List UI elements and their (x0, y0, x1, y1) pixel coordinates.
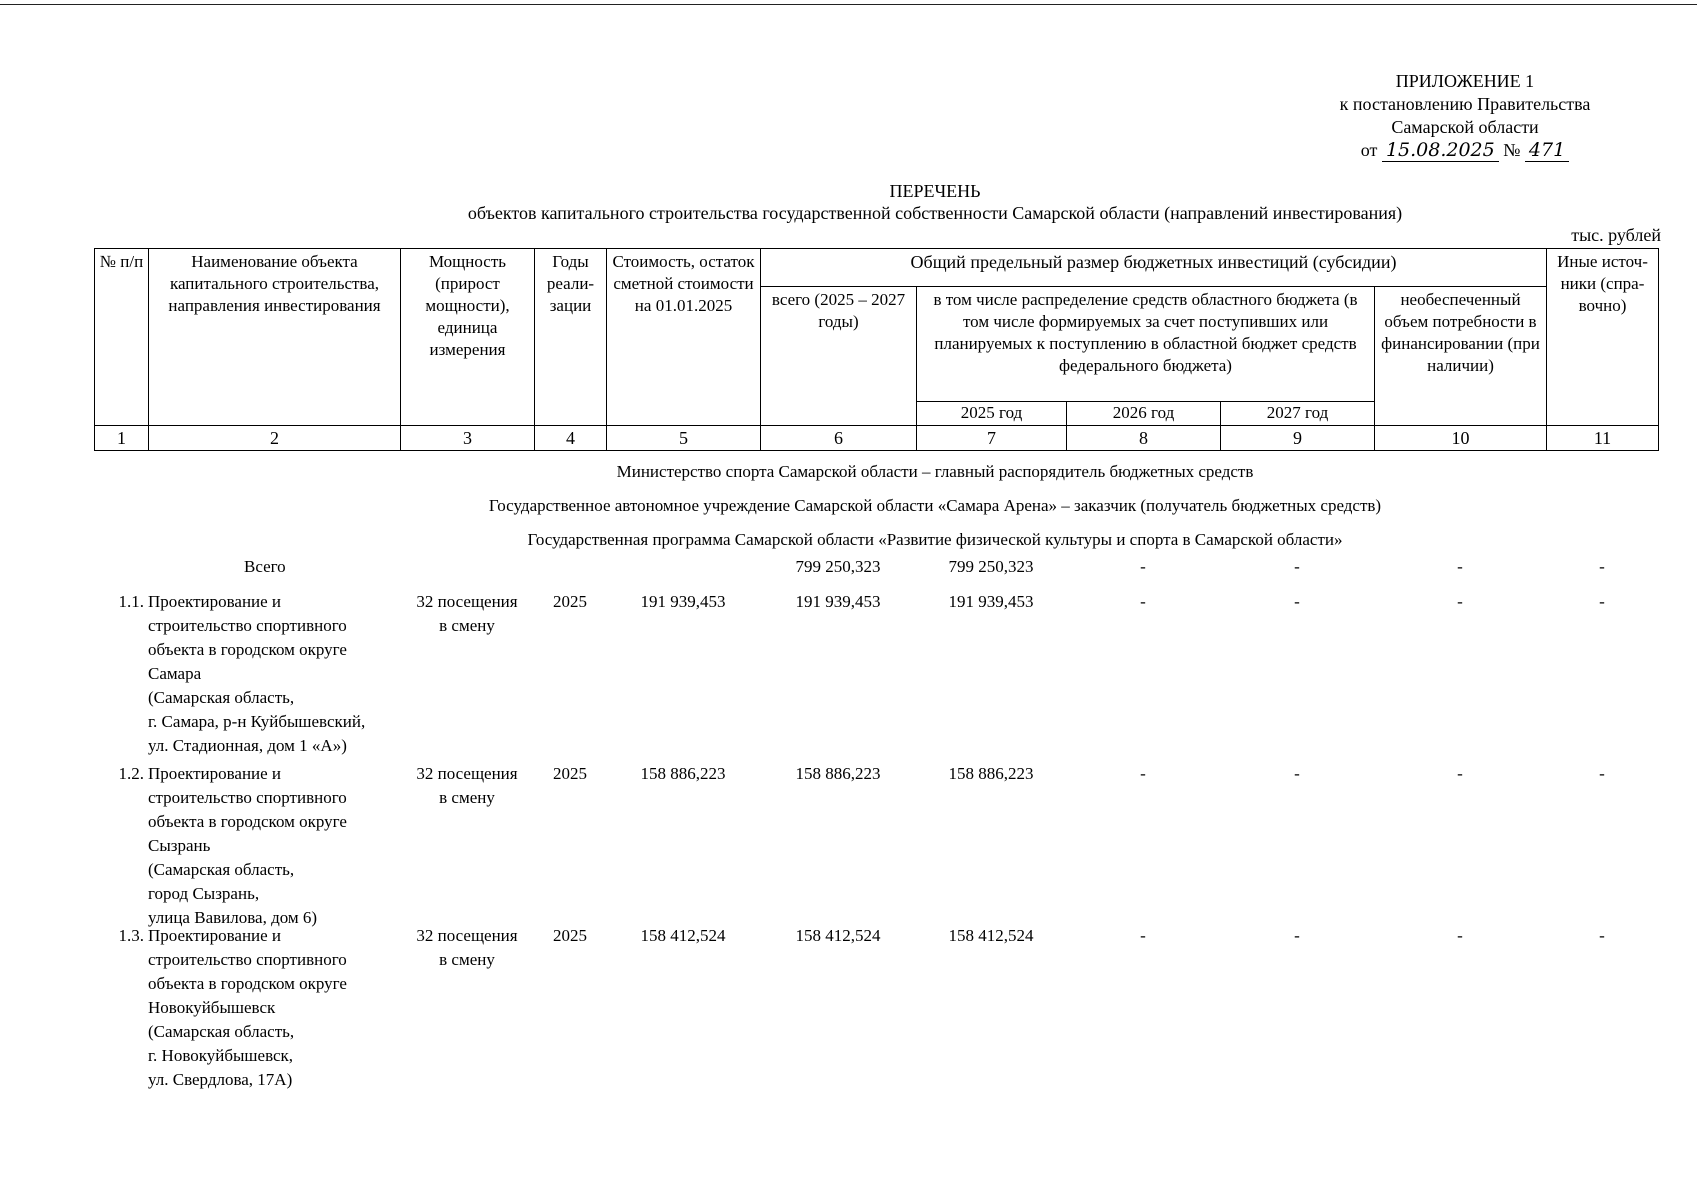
row-name-line: объекта в городском округе (148, 812, 347, 831)
row-name-line: Проектирование и (148, 926, 282, 945)
row-total: 191 939,453 (795, 592, 881, 611)
row-2027: - (1294, 592, 1300, 611)
row-name (148, 762, 408, 930)
row-unfunded: - (1457, 764, 1463, 783)
col-number: 9 (1221, 426, 1375, 451)
row-capacity (400, 590, 534, 638)
appendix-decree: к постановлению Правительства (1339, 94, 1591, 114)
col-number: 11 (1547, 426, 1659, 451)
header-table (94, 248, 1659, 451)
header-total: всего (2025 – 2027 годы) (761, 287, 917, 426)
row-name-line: (Самарская область, (148, 860, 295, 879)
row-name-line: объекта в городском округе (148, 974, 347, 993)
units-label: тыс. рублей (1571, 225, 1661, 245)
row-capacity-line: в смену (439, 950, 495, 969)
row-other: - (1599, 926, 1605, 945)
row-cost: 191 939,453 (640, 592, 726, 611)
total-2026: - (1140, 557, 1146, 576)
number-label: № (1503, 140, 1521, 160)
row-name-line: Новокуйбышевск (148, 998, 276, 1017)
row-years: 2025 (553, 592, 587, 611)
row-name-line: г. Новокуйбышевск, (148, 1046, 294, 1065)
row-other: - (1599, 592, 1605, 611)
decree-number: 471 (1525, 139, 1569, 162)
row-capacity-line: 32 посещения (416, 926, 518, 945)
header-num: № п/п (95, 249, 149, 426)
row-name-line: Сызрань (148, 836, 211, 855)
row-unfunded: - (1457, 592, 1463, 611)
header-other: Иные источ-ники (спра-вочно) (1547, 249, 1659, 426)
row-2026: - (1140, 592, 1146, 611)
row-2025: 158 886,223 (948, 764, 1034, 783)
row-name-line: строительство спортивного (148, 950, 347, 969)
row-capacity (400, 924, 534, 972)
row-name-line: Проектирование и (148, 592, 282, 611)
col-number: 1 (95, 426, 149, 451)
header-year-2026: 2026 год (1067, 402, 1221, 426)
row-capacity (400, 762, 534, 810)
decree-date: 15.08.2025 (1382, 139, 1499, 162)
row-2027: - (1294, 764, 1300, 783)
row-name-line: Проектирование и (148, 764, 282, 783)
row-2027: - (1294, 926, 1300, 945)
col-number: 6 (761, 426, 917, 451)
row-name-line: ул. Свердлова, 17А) (148, 1070, 293, 1089)
col-number: 8 (1067, 426, 1221, 451)
row-total: 158 412,524 (795, 926, 881, 945)
row-capacity-line: в смену (439, 788, 495, 807)
header-year-2025: 2025 год (917, 402, 1067, 426)
appendix-block (1300, 70, 1630, 162)
col-number: 10 (1375, 426, 1547, 451)
row-name-line: объекта в городском округе (148, 640, 347, 659)
section-customer: Государственное автономное учреждение Самарской области «Самара Арена» – заказчик (получатель бюджетных средств) (488, 496, 1382, 515)
header-investments: Общий предельный размер бюджетных инвестиций (субсидии) (761, 249, 1547, 287)
total-other: - (1599, 557, 1605, 576)
total-2027: - (1294, 557, 1300, 576)
total-sum: 799 250,323 (795, 557, 881, 576)
row-cost: 158 412,524 (640, 926, 726, 945)
row-name-line: г. Самара, р-н Куйбышевский, (148, 712, 366, 731)
total-2025: 799 250,323 (948, 557, 1034, 576)
row-2025: 191 939,453 (948, 592, 1034, 611)
total-label: Всего (244, 557, 286, 576)
row-name (148, 924, 408, 1092)
row-capacity-line: 32 посещения (416, 764, 518, 783)
header-unfunded: необеспеченный объем потребности в финансировании (при наличии) (1375, 287, 1547, 426)
top-border-line (0, 4, 1697, 5)
row-name-line: Самара (148, 664, 202, 683)
col-number: 2 (149, 426, 401, 451)
row-capacity-line: 32 посещения (416, 592, 518, 611)
row-2026: - (1140, 764, 1146, 783)
row-name-line: строительство спортивного (148, 616, 347, 635)
col-number: 4 (535, 426, 607, 451)
row-years: 2025 (553, 764, 587, 783)
appendix-region: Самарской области (1391, 117, 1539, 137)
total-unfunded: - (1457, 557, 1463, 576)
row-name-line: город Сызрань, (148, 884, 260, 903)
row-name-line: улица Вавилова, дом 6) (148, 908, 318, 927)
appendix-title: ПРИЛОЖЕНИЕ 1 (1395, 71, 1535, 91)
document-heading: ПЕРЕЧЕНЬ (889, 181, 981, 201)
col-number: 7 (917, 426, 1067, 451)
row-2026: - (1140, 926, 1146, 945)
header-distribution: в том числе распределение средств областного бюджета (в том числе формируемых за счет поступивших или планируемых к поступлению в областной бюджет средств федерального бюджета) (917, 287, 1375, 402)
header-name: Наименование объекта капитального строительства, направления инвестирования (149, 249, 401, 426)
row-name-line: ул. Стадионная, дом 1 «А») (148, 736, 347, 755)
row-capacity-line: в смену (439, 616, 495, 635)
row-name-line: (Самарская область, (148, 1022, 295, 1041)
section-ministry: Министерство спорта Самарской области – главный распорядитель бюджетных средств (616, 462, 1254, 481)
row-total: 158 886,223 (795, 764, 881, 783)
row-number: 1.2. (118, 764, 144, 783)
header-capacity: Мощность (прирост мощности), единица измерения (401, 249, 535, 426)
row-years: 2025 (553, 926, 587, 945)
row-name-line: (Самарская область, (148, 688, 295, 707)
row-name-line: строительство спортивного (148, 788, 347, 807)
header-years: Годы реали-зации (535, 249, 607, 426)
document-subheading: объектов капитального строительства государственной собственности Самарской области (направлений инвестирования) (467, 203, 1403, 223)
header-cost: Стоимость, остаток сметной стоимости на 01.01.2025 (607, 249, 761, 426)
row-2025: 158 412,524 (948, 926, 1034, 945)
row-number: 1.3. (118, 926, 144, 945)
col-number: 5 (607, 426, 761, 451)
appendix-date-line (1361, 139, 1569, 162)
row-cost: 158 886,223 (640, 764, 726, 783)
row-name (148, 590, 408, 758)
col-number: 3 (401, 426, 535, 451)
row-number: 1.1. (118, 592, 144, 611)
from-label: от (1360, 140, 1378, 160)
row-other: - (1599, 764, 1605, 783)
row-unfunded: - (1457, 926, 1463, 945)
section-program: Государственная программа Самарской области «Развитие физической культуры и спорта в Самарской области» (527, 530, 1343, 549)
header-year-2027: 2027 год (1221, 402, 1375, 426)
